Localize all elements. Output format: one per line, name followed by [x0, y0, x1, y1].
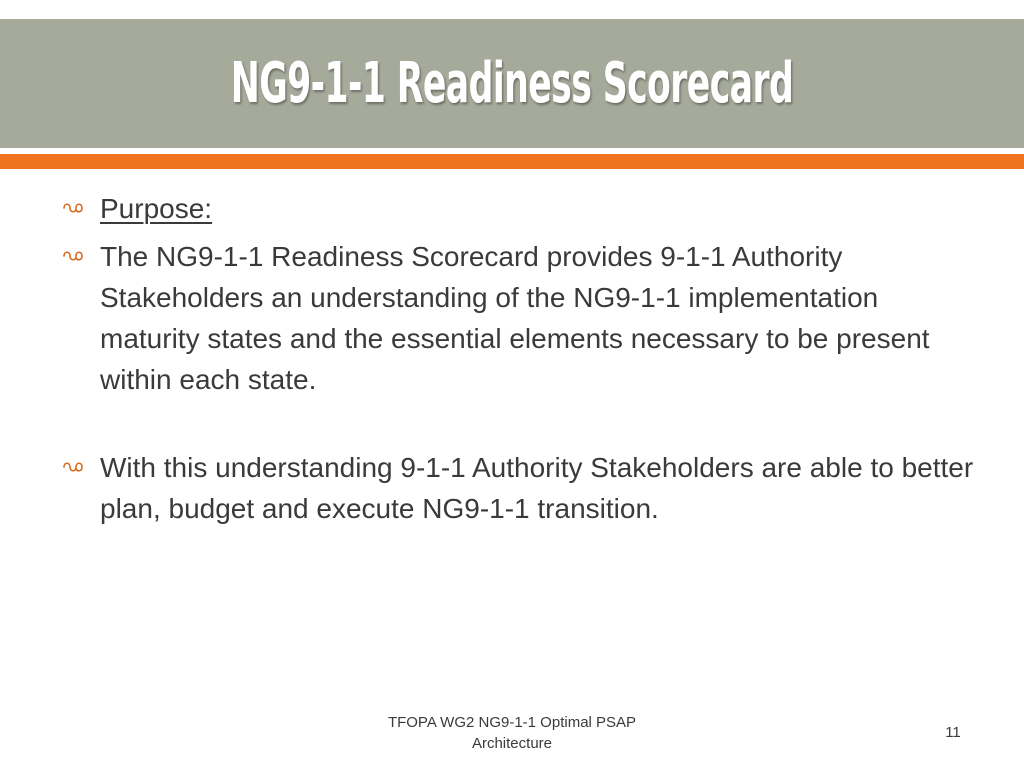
- page-number: 11: [945, 724, 961, 741]
- purpose-heading: Purpose:: [100, 193, 213, 224]
- bullet-description: [62, 236, 982, 400]
- footer-caption: [362, 712, 662, 754]
- footer-line-1: TFOPA WG2 NG9-1-1 Optimal PSAP: [387, 714, 637, 731]
- footer-line-2: Architecture: [471, 735, 553, 752]
- accent-bar: [0, 154, 1024, 169]
- description-text: The NG9-1-1 Readiness Scorecard provides 9-1-1 Authority Stakeholders an understanding of the NG9-1-1 implementation maturity states and the essential elements necessary to be present within each state.: [100, 241, 930, 395]
- title-band: [0, 19, 1024, 148]
- scroll-bullet-icon: [62, 188, 88, 229]
- scroll-bullet-icon: [62, 447, 88, 488]
- benefit-text: With this understanding 9-1-1 Authority Stakeholders are able to better plan, budget and execute NG9-1-1 transition.: [100, 452, 974, 524]
- bullet-purpose-heading: [62, 188, 982, 229]
- bullet-benefit: [62, 447, 982, 529]
- slide-title: NG9-1-1 Readiness Scorecard: [230, 51, 794, 116]
- slide-content: [62, 188, 982, 529]
- scroll-bullet-icon: [62, 236, 88, 277]
